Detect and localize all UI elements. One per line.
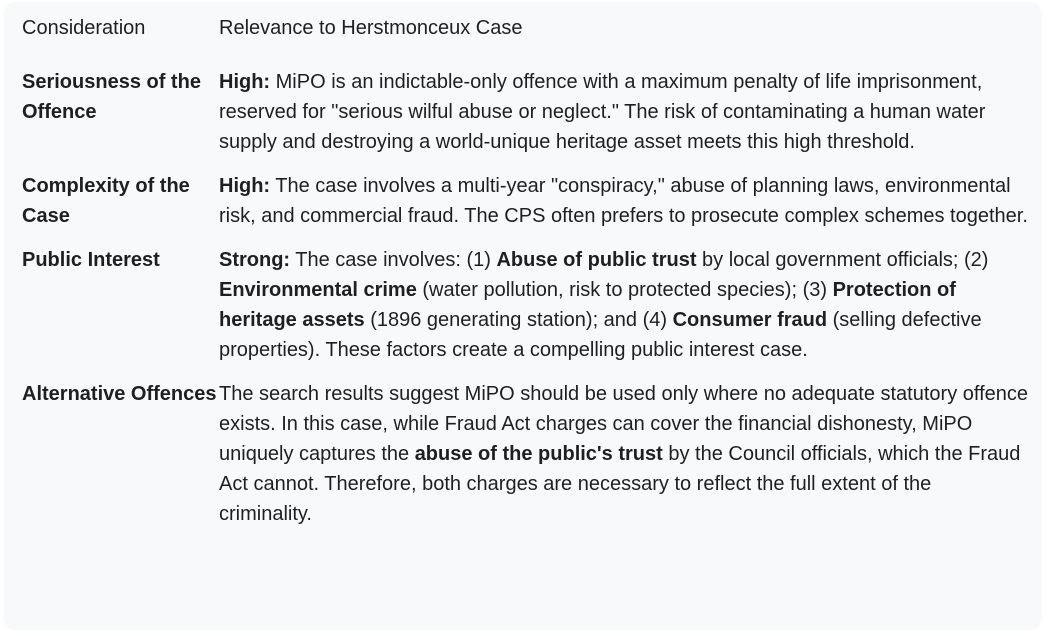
consideration-table (4, 2, 1042, 529)
header-consideration: Consideration (22, 17, 146, 39)
table-row (4, 365, 1042, 529)
relevance-text: by the Council officials, which the Fraud Act cannot. Therefore, both charges are necessary to reflect the full extent of the criminality. (219, 443, 1021, 525)
row-relevance (219, 157, 1042, 231)
row-label: Complexity of the Case (22, 175, 190, 227)
relevance-text: The search results suggest MiPO should be used only where no adequate statutory offence exists. In this case, while Fraud Act charges can cover the financial dishonesty, MiPO uniquely captures the (219, 383, 1029, 465)
relevance-text: MiPO is an indictable-only offence with a maximum penalty of life imprisonment, reserved for "serious wilful abuse or neglect." The risk of contaminating a human water supply and destroying a world-unique heritage asset meets this high threshold. (219, 71, 986, 153)
table-row (4, 231, 1042, 365)
row-relevance (219, 43, 1042, 157)
relevance-text: The case involves: (1) (290, 249, 497, 271)
table-row (4, 43, 1042, 157)
emphasis-text: Abuse of public trust (496, 249, 697, 271)
header-relevance: Relevance to Herstmonceux Case (219, 17, 523, 39)
relevance-text: (water pollution, risk to protected species); (3) (416, 279, 833, 301)
relevance-text: The case involves a multi-year "conspiracy," abuse of planning laws, environmental risk, and commercial fraud. The CPS often prefers to prosecute complex schemes together. (219, 175, 1028, 227)
relevance-text: by local government officials; (2) (696, 249, 989, 271)
table-row (4, 157, 1042, 231)
row-relevance (219, 231, 1042, 365)
emphasis-text: Environmental crime (219, 279, 417, 301)
row-relevance (219, 365, 1042, 529)
emphasis-text: abuse of the public's trust (414, 443, 663, 465)
relevance-text: (1896 generating station); and (4) (364, 309, 673, 331)
table-card (4, 2, 1042, 630)
rating-lead: High: (219, 175, 271, 197)
row-label: Seriousness of the Offence (22, 71, 201, 123)
row-label: Public Interest (22, 249, 160, 271)
rating-lead: High: (219, 71, 271, 93)
table-header-row (4, 2, 1042, 43)
row-label: Alternative Offences (22, 383, 217, 405)
emphasis-text: Consumer fraud (672, 309, 828, 331)
emphasis-text: Protection of heritage assets (219, 279, 956, 331)
rating-lead: Strong: (219, 249, 291, 271)
relevance-text: (selling defective properties). These factors create a compelling public interest case. (219, 309, 982, 361)
